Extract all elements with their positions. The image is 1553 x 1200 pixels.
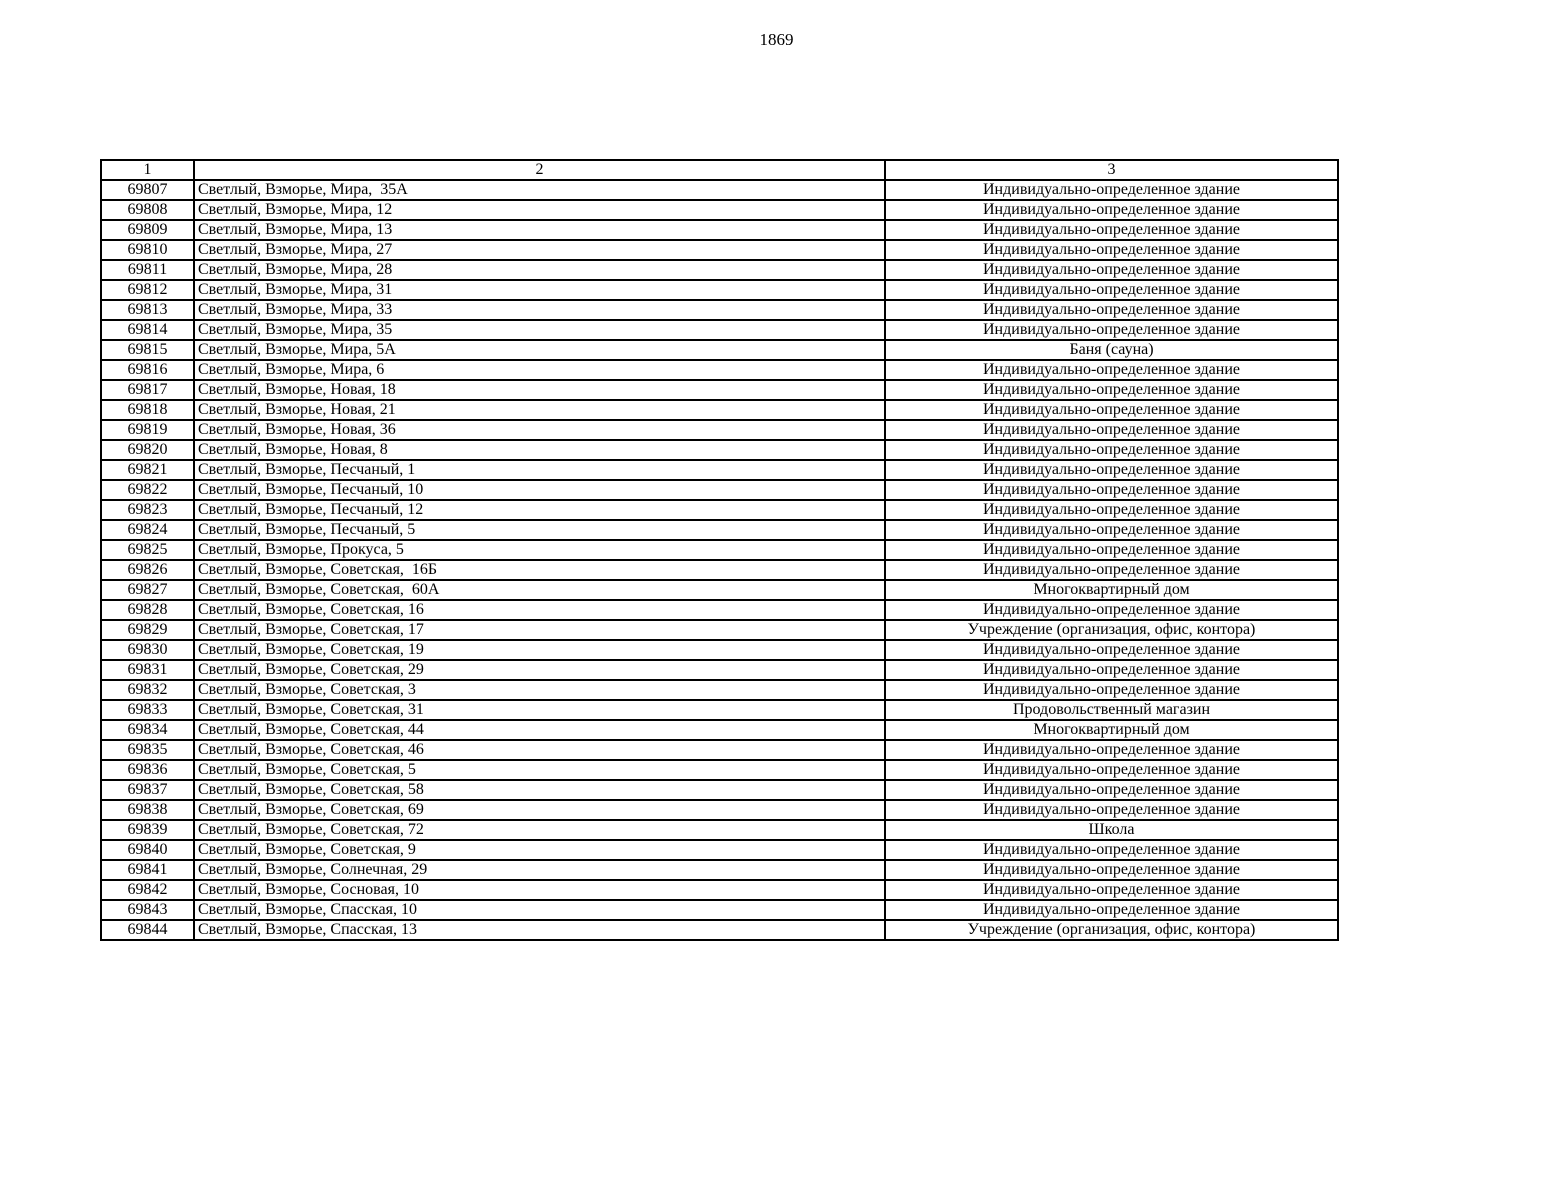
row-number-cell: 69819: [101, 420, 194, 440]
row-number-cell: 69837: [101, 780, 194, 800]
address-cell: Светлый, Взморье, Мира, 27: [194, 240, 885, 260]
table-row: [101, 240, 1338, 260]
building-type-cell: Индивидуально-определенное здание: [885, 860, 1338, 880]
address-cell: Светлый, Взморье, Сосновая, 10: [194, 880, 885, 900]
address-cell: Светлый, Взморье, Спасская, 13: [194, 920, 885, 940]
row-number-cell: 69838: [101, 800, 194, 820]
table-row: [101, 900, 1338, 920]
building-type-cell: Индивидуально-определенное здание: [885, 260, 1338, 280]
building-type-cell: Индивидуально-определенное здание: [885, 880, 1338, 900]
row-number-cell: 69813: [101, 300, 194, 320]
building-type-cell: Индивидуально-определенное здание: [885, 680, 1338, 700]
table-row: [101, 640, 1338, 660]
row-number-cell: 69822: [101, 480, 194, 500]
table-row: [101, 440, 1338, 460]
address-cell: Светлый, Взморье, Советская, 16: [194, 600, 885, 620]
address-cell: Светлый, Взморье, Песчаный, 5: [194, 520, 885, 540]
column-header-number: 1: [101, 160, 194, 180]
address-cell: Светлый, Взморье, Новая, 21: [194, 400, 885, 420]
table-row: [101, 180, 1338, 200]
building-type-cell: Индивидуально-определенное здание: [885, 760, 1338, 780]
table-row: [101, 480, 1338, 500]
row-number-cell: 69814: [101, 320, 194, 340]
table-row: [101, 700, 1338, 720]
address-cell: Светлый, Взморье, Мира, 5А: [194, 340, 885, 360]
row-number-cell: 69831: [101, 660, 194, 680]
address-cell: Светлый, Взморье, Новая, 18: [194, 380, 885, 400]
building-type-cell: Индивидуально-определенное здание: [885, 220, 1338, 240]
address-cell: Светлый, Взморье, Советская, 31: [194, 700, 885, 720]
building-type-cell: Индивидуально-определенное здание: [885, 180, 1338, 200]
row-number-cell: 69832: [101, 680, 194, 700]
table-row: [101, 600, 1338, 620]
address-cell: Светлый, Взморье, Новая, 8: [194, 440, 885, 460]
table-row: [101, 740, 1338, 760]
row-number-cell: 69841: [101, 860, 194, 880]
row-number-cell: 69821: [101, 460, 194, 480]
building-type-cell: Индивидуально-определенное здание: [885, 320, 1338, 340]
address-cell: Светлый, Взморье, Мира, 13: [194, 220, 885, 240]
table-row: [101, 380, 1338, 400]
table-row: [101, 880, 1338, 900]
row-number-cell: 69839: [101, 820, 194, 840]
building-type-cell: Индивидуально-определенное здание: [885, 400, 1338, 420]
building-type-cell: Индивидуально-определенное здание: [885, 300, 1338, 320]
building-type-cell: Индивидуально-определенное здание: [885, 480, 1338, 500]
row-number-cell: 69807: [101, 180, 194, 200]
row-number-cell: 69809: [101, 220, 194, 240]
row-number-cell: 69815: [101, 340, 194, 360]
address-cell: Светлый, Взморье, Советская, 5: [194, 760, 885, 780]
building-type-cell: Многоквартирный дом: [885, 720, 1338, 740]
address-cell: Светлый, Взморье, Мира, 35: [194, 320, 885, 340]
building-type-cell: Индивидуально-определенное здание: [885, 560, 1338, 580]
row-number-cell: 69824: [101, 520, 194, 540]
building-type-cell: Индивидуально-определенное здание: [885, 740, 1338, 760]
row-number-cell: 69833: [101, 700, 194, 720]
row-number-cell: 69818: [101, 400, 194, 420]
column-header-type: 3: [885, 160, 1338, 180]
table-row: [101, 680, 1338, 700]
building-type-cell: Многоквартирный дом: [885, 580, 1338, 600]
row-number-cell: 69826: [101, 560, 194, 580]
address-cell: Светлый, Взморье, Мира, 12: [194, 200, 885, 220]
address-cell: Светлый, Взморье, Советская, 17: [194, 620, 885, 640]
building-type-cell: Индивидуально-определенное здание: [885, 380, 1338, 400]
building-type-cell: Индивидуально-определенное здание: [885, 200, 1338, 220]
address-cell: Светлый, Взморье, Новая, 36: [194, 420, 885, 440]
row-number-cell: 69817: [101, 380, 194, 400]
address-cell: Светлый, Взморье, Мира, 28: [194, 260, 885, 280]
table-row: [101, 860, 1338, 880]
building-type-cell: Индивидуально-определенное здание: [885, 900, 1338, 920]
address-cell: Светлый, Взморье, Мира, 33: [194, 300, 885, 320]
address-cell: Светлый, Взморье, Песчаный, 10: [194, 480, 885, 500]
table-row: [101, 340, 1338, 360]
table-header-row: [101, 160, 1338, 180]
building-type-cell: Школа: [885, 820, 1338, 840]
row-number-cell: 69820: [101, 440, 194, 460]
building-type-cell: Индивидуально-определенное здание: [885, 420, 1338, 440]
table-row: [101, 420, 1338, 440]
row-number-cell: 69836: [101, 760, 194, 780]
row-number-cell: 69835: [101, 740, 194, 760]
table-row: [101, 400, 1338, 420]
building-type-cell: Индивидуально-определенное здание: [885, 800, 1338, 820]
table-row: [101, 800, 1338, 820]
row-number-cell: 69843: [101, 900, 194, 920]
building-type-cell: Индивидуально-определенное здание: [885, 640, 1338, 660]
table-row: [101, 500, 1338, 520]
table-row: [101, 540, 1338, 560]
building-type-cell: Индивидуально-определенное здание: [885, 280, 1338, 300]
row-number-cell: 69830: [101, 640, 194, 660]
address-cell: Светлый, Взморье, Мира, 6: [194, 360, 885, 380]
table-row: [101, 620, 1338, 640]
address-cell: Светлый, Взморье, Советская, 16Б: [194, 560, 885, 580]
table-row: [101, 660, 1338, 680]
building-type-cell: Индивидуально-определенное здание: [885, 540, 1338, 560]
row-number-cell: 69828: [101, 600, 194, 620]
table-row: [101, 280, 1338, 300]
page-number: 1869: [759, 30, 794, 49]
address-cell: Светлый, Взморье, Советская, 60А: [194, 580, 885, 600]
table-row: [101, 460, 1338, 480]
row-number-cell: 69823: [101, 500, 194, 520]
row-number-cell: 69810: [101, 240, 194, 260]
address-cell: Светлый, Взморье, Советская, 44: [194, 720, 885, 740]
table-row: [101, 560, 1338, 580]
building-type-cell: Продовольственный магазин: [885, 700, 1338, 720]
table-row: [101, 820, 1338, 840]
address-cell: Светлый, Взморье, Советская, 29: [194, 660, 885, 680]
table-row: [101, 580, 1338, 600]
table-row: [101, 260, 1338, 280]
row-number-cell: 69816: [101, 360, 194, 380]
address-cell: Светлый, Взморье, Советская, 72: [194, 820, 885, 840]
building-type-cell: Индивидуально-определенное здание: [885, 500, 1338, 520]
building-type-cell: Индивидуально-определенное здание: [885, 780, 1338, 800]
row-number-cell: 69811: [101, 260, 194, 280]
column-header-address: 2: [194, 160, 885, 180]
table-row: [101, 520, 1338, 540]
address-cell: Светлый, Взморье, Советская, 3: [194, 680, 885, 700]
address-cell: Светлый, Взморье, Советская, 9: [194, 840, 885, 860]
row-number-cell: 69834: [101, 720, 194, 740]
table-row: [101, 300, 1338, 320]
table-row: [101, 200, 1338, 220]
building-type-cell: Индивидуально-определенное здание: [885, 440, 1338, 460]
table-row: [101, 840, 1338, 860]
table-row: [101, 920, 1338, 940]
address-cell: Светлый, Взморье, Песчаный, 12: [194, 500, 885, 520]
building-type-cell: Индивидуально-определенное здание: [885, 600, 1338, 620]
building-type-cell: Индивидуально-определенное здание: [885, 360, 1338, 380]
address-cell: Светлый, Взморье, Песчаный, 1: [194, 460, 885, 480]
table-row: [101, 780, 1338, 800]
building-type-cell: Индивидуально-определенное здание: [885, 660, 1338, 680]
building-type-cell: Индивидуально-определенное здание: [885, 240, 1338, 260]
table-row: [101, 360, 1338, 380]
building-type-cell: Индивидуально-определенное здание: [885, 460, 1338, 480]
table-row: [101, 220, 1338, 240]
row-number-cell: 69829: [101, 620, 194, 640]
address-cell: Светлый, Взморье, Мира, 31: [194, 280, 885, 300]
row-number-cell: 69844: [101, 920, 194, 940]
address-cell: Светлый, Взморье, Мира, 35А: [194, 180, 885, 200]
table-row: [101, 760, 1338, 780]
address-cell: Светлый, Взморье, Советская, 19: [194, 640, 885, 660]
row-number-cell: 69808: [101, 200, 194, 220]
building-type-cell: Индивидуально-определенное здание: [885, 520, 1338, 540]
building-type-cell: Баня (сауна): [885, 340, 1338, 360]
address-cell: Светлый, Взморье, Прокуса, 5: [194, 540, 885, 560]
building-type-cell: Индивидуально-определенное здание: [885, 840, 1338, 860]
row-number-cell: 69842: [101, 880, 194, 900]
building-type-cell: Учреждение (организация, офис, контора): [885, 920, 1338, 940]
registry-table-body: [101, 160, 1338, 940]
building-type-cell: Учреждение (организация, офис, контора): [885, 620, 1338, 640]
row-number-cell: 69840: [101, 840, 194, 860]
row-number-cell: 69812: [101, 280, 194, 300]
address-cell: Светлый, Взморье, Спасская, 10: [194, 900, 885, 920]
address-cell: Светлый, Взморье, Советская, 69: [194, 800, 885, 820]
table-row: [101, 720, 1338, 740]
address-cell: Светлый, Взморье, Солнечная, 29: [194, 860, 885, 880]
row-number-cell: 69827: [101, 580, 194, 600]
row-number-cell: 69825: [101, 540, 194, 560]
registry-table: [100, 159, 1339, 941]
address-cell: Светлый, Взморье, Советская, 46: [194, 740, 885, 760]
table-row: [101, 320, 1338, 340]
address-cell: Светлый, Взморье, Советская, 58: [194, 780, 885, 800]
